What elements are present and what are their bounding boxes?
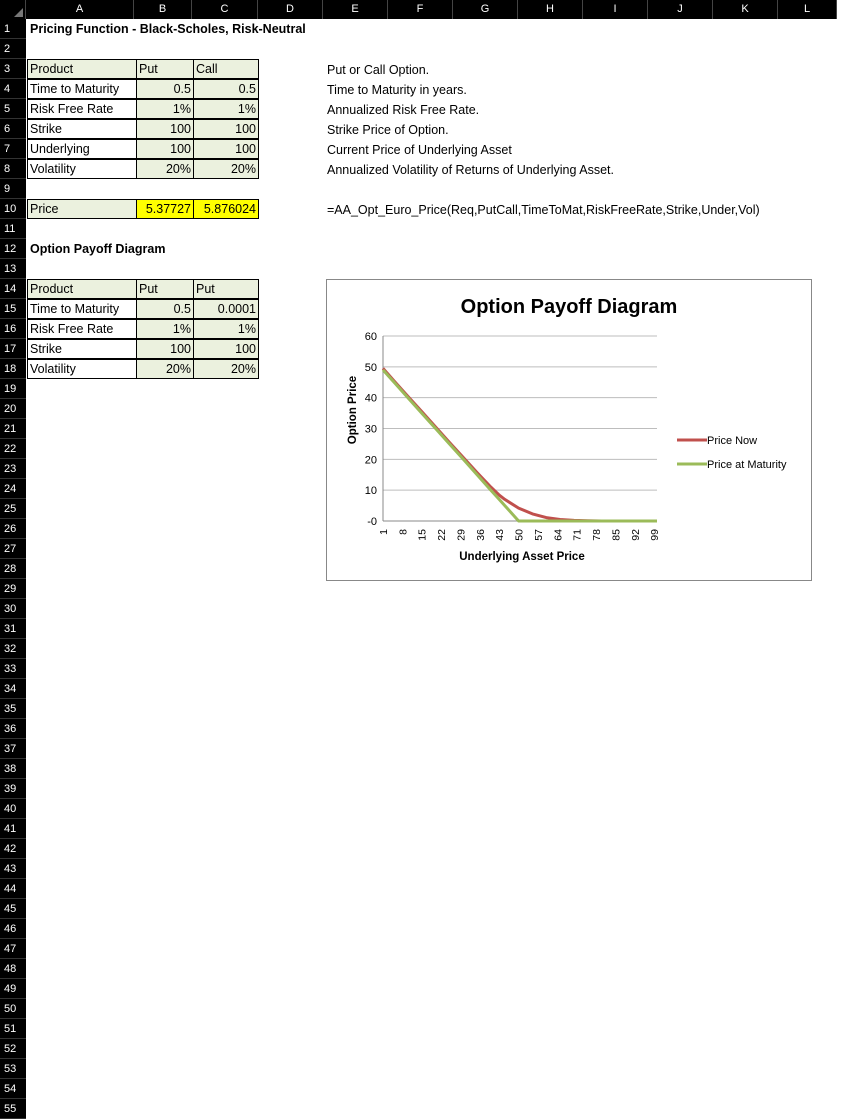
row-header-39[interactable]: 39 [0,779,26,799]
s2-b-time-to-maturity[interactable]: 0.5 [136,299,194,319]
y-tick-label-4: 40 [364,392,377,405]
s1-header-product[interactable]: Product [27,59,137,79]
row-header-36[interactable]: 36 [0,719,26,739]
s2-b-strike[interactable]: 100 [136,339,194,359]
row-header-42[interactable]: 42 [0,839,26,859]
x-tick-label-12: 85 [610,529,623,541]
s2-header-put-now[interactable]: Put [136,279,194,299]
x-tick-label-13: 92 [629,529,642,541]
desc-underlying[interactable]: Current Price of Underlying Asset [327,143,512,157]
s1-header-put[interactable]: Put [136,59,194,79]
x-tick-label-0: 1 [378,529,390,535]
row-header-25[interactable]: 25 [0,499,26,519]
row-header-44[interactable]: 44 [0,879,26,899]
s2-c-time-to-maturity[interactable]: 0.0001 [193,299,259,319]
chart-title: Option Payoff Diagram [460,296,678,318]
s1-put-strike[interactable]: 100 [136,119,194,139]
y-tick-label-1: 10 [364,485,377,498]
row-header-19[interactable]: 19 [0,379,26,399]
column-header-d[interactable]: D [258,0,323,19]
section1-title[interactable]: Pricing Function - Black-Scholes, Risk-Neutral [30,22,306,36]
column-header-h[interactable]: H [518,0,583,19]
select-all-corner[interactable] [0,0,26,19]
row-header-7[interactable]: 7 [0,139,26,159]
formula-text[interactable]: =AA_Opt_Euro_Price(Req,PutCall,TimeToMat,RiskFreeRate,Strike,Under,Vol) [327,203,760,217]
column-header-k[interactable]: K [713,0,778,19]
s1-call-risk-free-rate[interactable]: 1% [193,99,259,119]
chart-y-axis-label: Option Price [347,375,359,445]
row-header-51[interactable]: 51 [0,1019,26,1039]
y-tick-label-0: -0 [367,516,377,528]
row-header-10[interactable]: 10 [0,199,26,219]
row-header-34[interactable]: 34 [0,679,26,699]
row-header-29[interactable]: 29 [0,579,26,599]
series-line-1 [383,370,657,521]
option-payoff-chart[interactable] [326,279,812,581]
x-tick-label-5: 36 [474,529,487,541]
s2-label-time-to-maturity[interactable]: Time to Maturity [27,299,137,319]
column-header-l[interactable]: L [778,0,837,19]
row-header-33[interactable]: 33 [0,659,26,679]
row-header-2[interactable]: 2 [0,39,26,59]
chart-legend [677,435,787,471]
s2-c-risk-free-rate[interactable]: 1% [193,319,259,339]
s2-b-risk-free-rate[interactable]: 1% [136,319,194,339]
x-tick-label-8: 57 [532,529,545,541]
row-header-35[interactable]: 35 [0,699,26,719]
row-header-30[interactable]: 30 [0,599,26,619]
row-header-12[interactable]: 12 [0,239,26,259]
column-header-a[interactable]: A [26,0,134,19]
s1-header-call[interactable]: Call [193,59,259,79]
y-tick-label-2: 20 [364,454,377,467]
row-header-5[interactable]: 5 [0,99,26,119]
s2-label-strike[interactable]: Strike [27,339,137,359]
series-line-0 [383,368,657,521]
row-header-48[interactable]: 48 [0,959,26,979]
column-header-j[interactable]: J [648,0,713,19]
row-header-16[interactable]: 16 [0,319,26,339]
row-header-46[interactable]: 46 [0,919,26,939]
s1-label-risk-free-rate[interactable]: Risk Free Rate [27,99,137,119]
s1-put-volatility[interactable]: 20% [136,159,194,179]
s1-label-strike[interactable]: Strike [27,119,137,139]
s1-label-volatility[interactable]: Volatility [27,159,137,179]
desc-strike[interactable]: Strike Price of Option. [327,123,449,137]
x-tick-label-9: 64 [552,529,565,541]
row-header-3[interactable]: 3 [0,59,26,79]
row-header-18[interactable]: 18 [0,359,26,379]
x-tick-label-11: 78 [591,529,604,541]
s1-put-underlying[interactable]: 100 [136,139,194,159]
chart-x-axis-label: Underlying Asset Price [459,551,585,563]
row-header-15[interactable]: 15 [0,299,26,319]
x-tick-label-14: 99 [649,529,662,541]
row-header-11[interactable]: 11 [0,219,26,239]
s2-label-volatility[interactable]: Volatility [27,359,137,379]
chart-svg [327,280,811,580]
row-header-32[interactable]: 32 [0,639,26,659]
section2-title[interactable]: Option Payoff Diagram [30,242,166,256]
s1-label-price[interactable]: Price [27,199,137,219]
s1-call-price[interactable]: 5.876024 [193,199,259,219]
row-header-50[interactable]: 50 [0,999,26,1019]
row-header-49[interactable]: 49 [0,979,26,999]
row-header-22[interactable]: 22 [0,439,26,459]
column-header-g[interactable]: G [453,0,518,19]
x-tick-label-3: 22 [436,529,449,541]
chart-x-ticks [378,529,661,541]
row-header-24[interactable]: 24 [0,479,26,499]
row-header-37[interactable]: 37 [0,739,26,759]
row-header-20[interactable]: 20 [0,399,26,419]
x-tick-label-7: 50 [513,529,526,541]
row-header-38[interactable]: 38 [0,759,26,779]
x-tick-label-1: 8 [397,529,410,535]
column-header-f[interactable]: F [388,0,453,19]
x-tick-label-6: 43 [494,529,507,541]
row-header-31[interactable]: 31 [0,619,26,639]
s1-call-underlying[interactable]: 100 [193,139,259,159]
s2-b-volatility[interactable]: 20% [136,359,194,379]
desc-risk-free-rate[interactable]: Annualized Risk Free Rate. [327,103,480,117]
row-header-17[interactable]: 17 [0,339,26,359]
row-header-27[interactable]: 27 [0,539,26,559]
row-header-6[interactable]: 6 [0,119,26,139]
s2-label-risk-free-rate[interactable]: Risk Free Rate [27,319,137,339]
legend-label-0: Price Now [707,435,758,447]
s2-header-product[interactable]: Product [27,279,137,299]
chart-y-ticks [365,331,377,528]
s1-call-strike[interactable]: 100 [193,119,259,139]
row-header-55[interactable]: 55 [0,1099,26,1119]
column-header-c[interactable]: C [192,0,258,19]
legend-label-1: Price at Maturity [707,459,787,471]
column-header-i[interactable]: I [583,0,648,19]
row-header-21[interactable]: 21 [0,419,26,439]
row-header-53[interactable]: 53 [0,1059,26,1079]
row-header-4[interactable]: 4 [0,79,26,99]
chart-gridlines [383,336,657,521]
s1-call-volatility[interactable]: 20% [193,159,259,179]
row-header-45[interactable]: 45 [0,899,26,919]
row-header-54[interactable]: 54 [0,1079,26,1099]
row-header-23[interactable]: 23 [0,459,26,479]
row-header-43[interactable]: 43 [0,859,26,879]
s1-put-risk-free-rate[interactable]: 1% [136,99,194,119]
row-header-52[interactable]: 52 [0,1039,26,1059]
row-header-9[interactable]: 9 [0,179,26,199]
s1-call-time-to-maturity[interactable]: 0.5 [193,79,259,99]
s2-header-put-maturity[interactable]: Put [193,279,259,299]
column-header-b[interactable]: B [134,0,192,19]
y-tick-label-5: 50 [364,361,377,374]
row-header-28[interactable]: 28 [0,559,26,579]
column-header-e[interactable]: E [323,0,388,19]
s1-put-time-to-maturity[interactable]: 0.5 [136,79,194,99]
row-header-14[interactable]: 14 [0,279,26,299]
s2-c-volatility[interactable]: 20% [193,359,259,379]
row-header-26[interactable]: 26 [0,519,26,539]
x-tick-label-10: 71 [571,529,584,541]
y-tick-label-3: 30 [364,423,377,436]
desc-volatility[interactable]: Annualized Volatility of Returns of Underlying Asset. [327,163,614,177]
row-header-13[interactable]: 13 [0,259,26,279]
row-header-40[interactable]: 40 [0,799,26,819]
desc-product[interactable]: Put or Call Option. [327,63,430,77]
desc-time-to-maturity[interactable]: Time to Maturity in years. [327,83,467,97]
x-tick-label-4: 29 [455,529,468,541]
row-header-8[interactable]: 8 [0,159,26,179]
chart-series [383,368,657,521]
row-header-47[interactable]: 47 [0,939,26,959]
row-header-1[interactable]: 1 [0,19,26,39]
row-header-41[interactable]: 41 [0,819,26,839]
s2-c-strike[interactable]: 100 [193,339,259,359]
x-tick-label-2: 15 [416,529,429,541]
s1-label-underlying[interactable]: Underlying [27,139,137,159]
s1-label-time-to-maturity[interactable]: Time to Maturity [27,79,137,99]
s1-put-price[interactable]: 5.37727 [136,199,194,219]
y-tick-label-6: 60 [364,331,377,343]
